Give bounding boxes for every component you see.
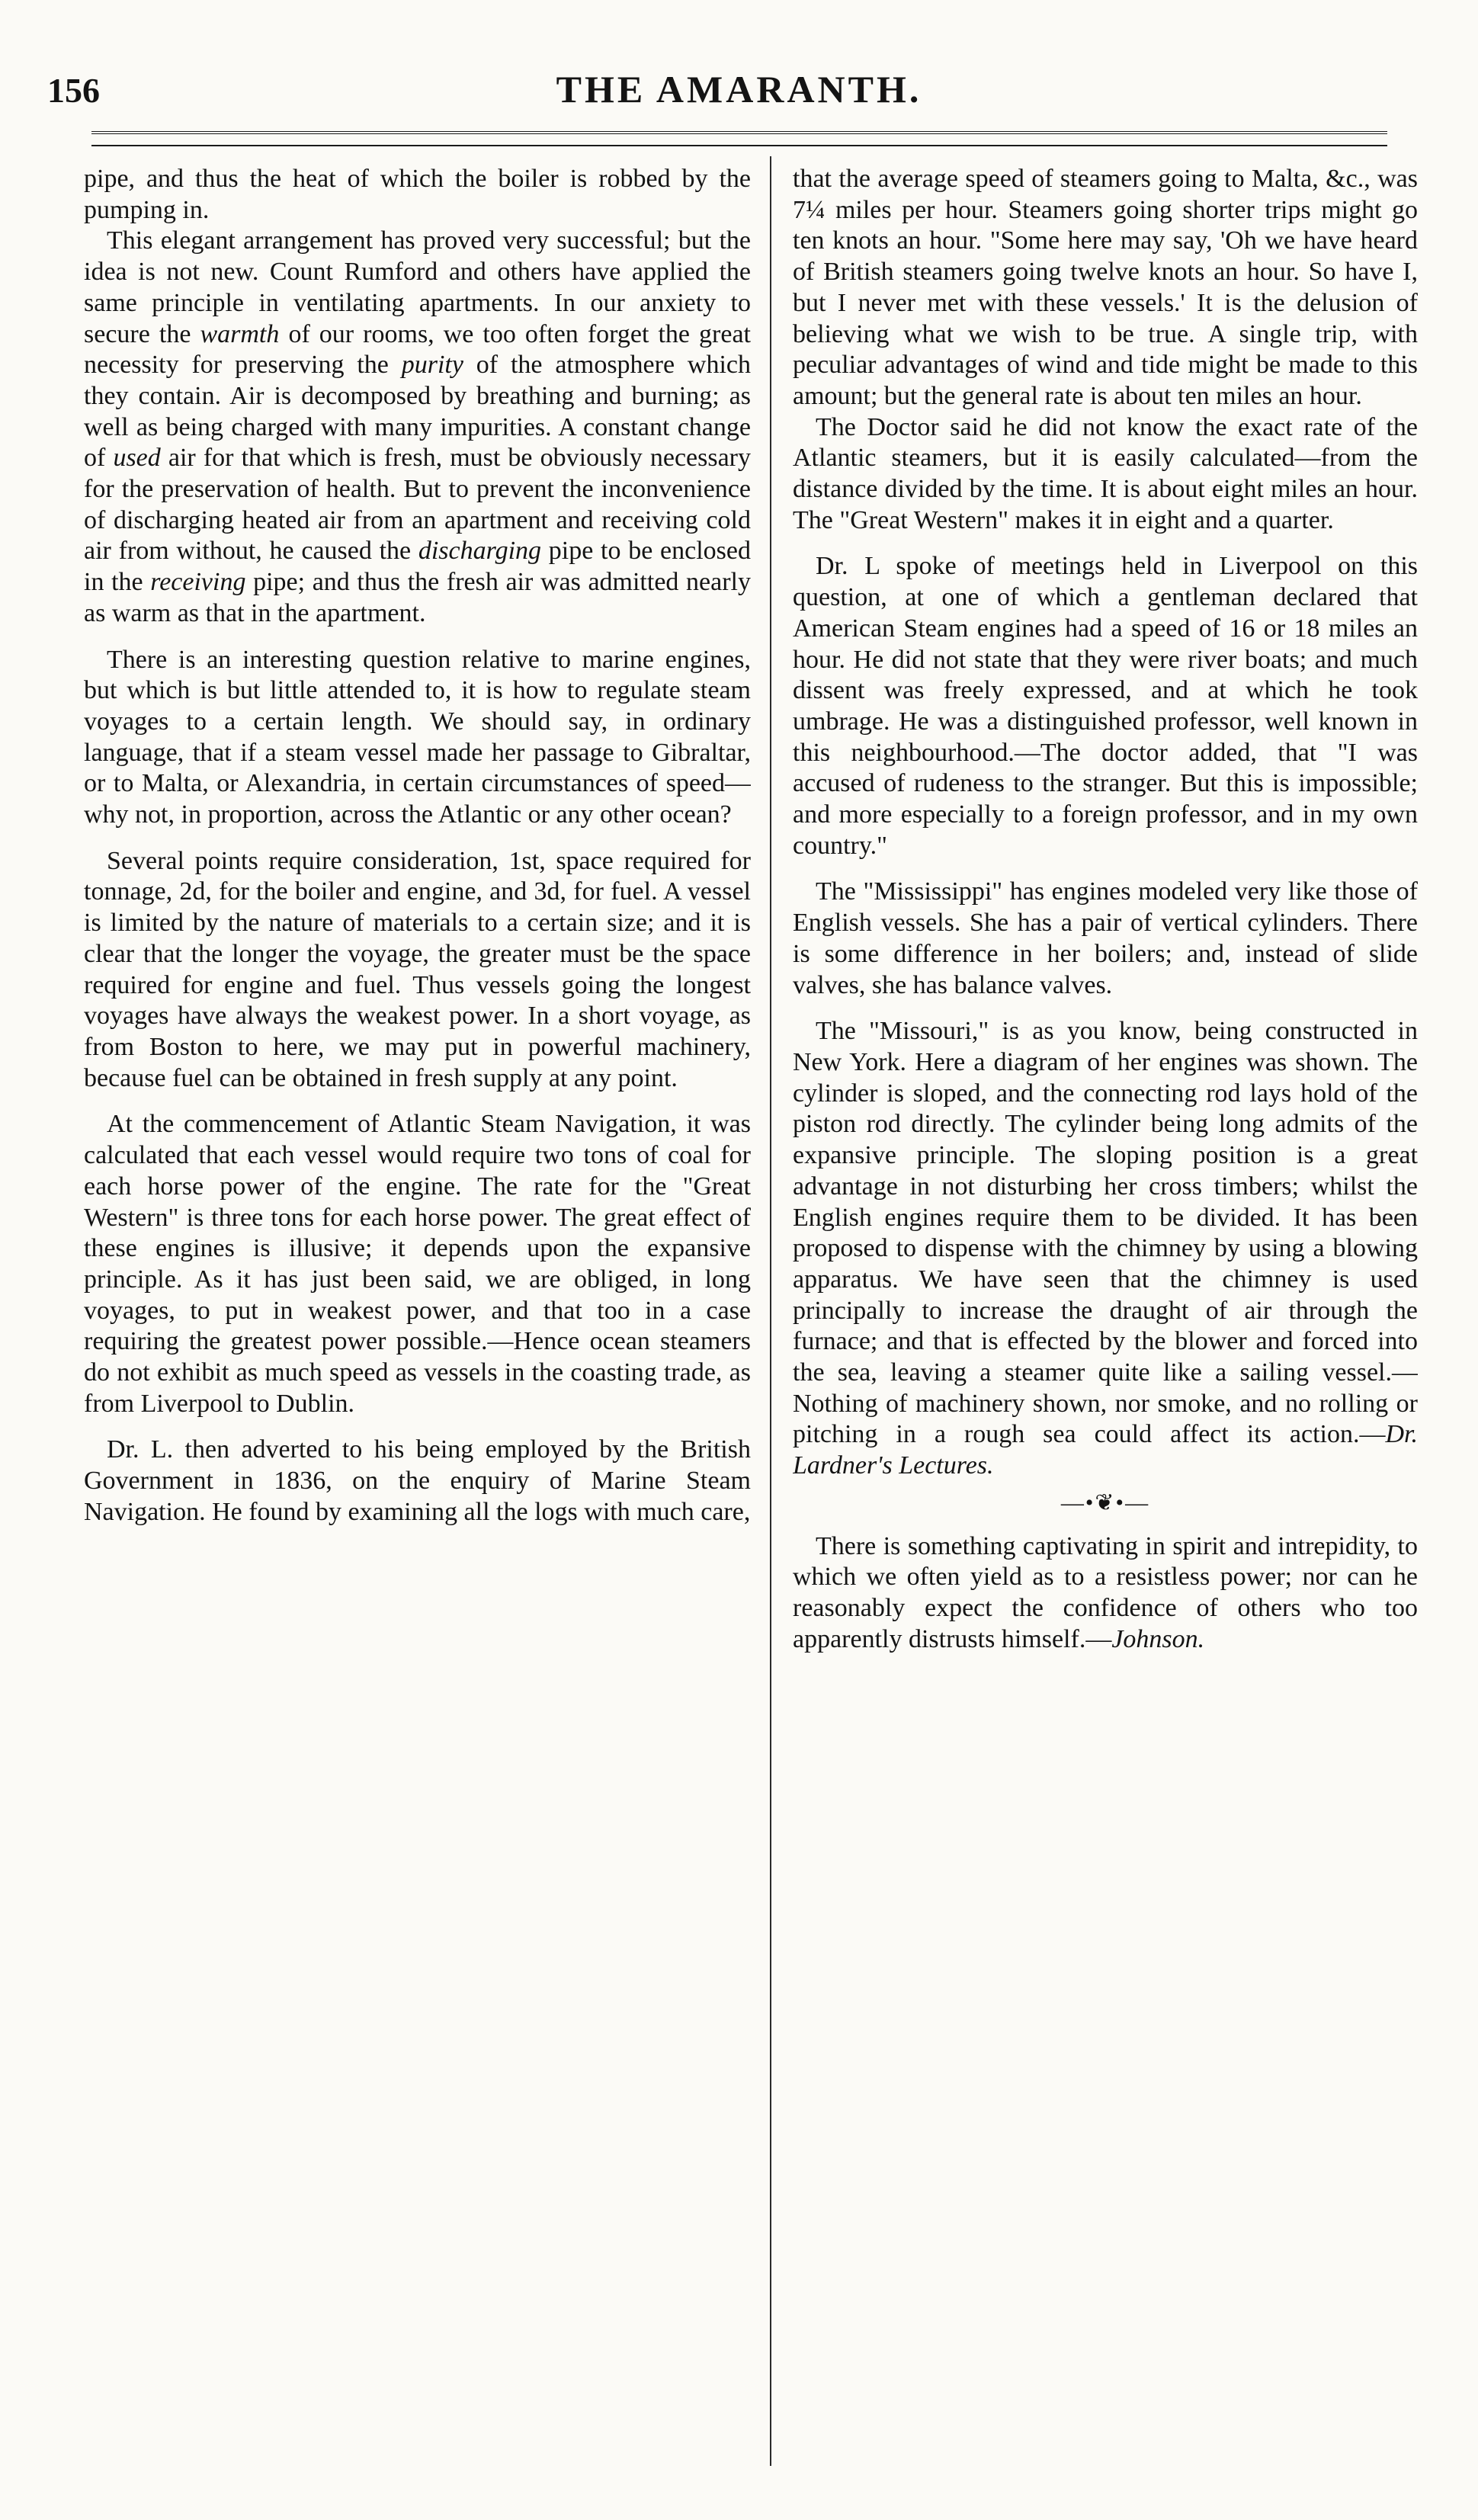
column-divider: [770, 156, 771, 2466]
paragraph: that the average speed of steamers going to Malta, &c., was 7¼ miles per hour. Steamers going shorter trips might go ten knots an hour. "Some here may say, 'Oh we have heard of British steamers going twelve knots an hour. So have I, but I never met with these vessels.' It is the delusion of believing what we wish to be true. A single trip, with peculiar advantages of wind and tide might be made to this amount; but the general rate is about ten miles an hour.: [793, 165, 1418, 410]
paragraph: pipe, and thus the heat of which the boiler is robbed by the pumping in.: [84, 165, 751, 224]
right-column: [793, 164, 1418, 2458]
paragraph: There is an interesting question relative to marine engines, but which is but little attended to, it is how to regulate steam voyages to a certain length. We should say, in ordinary language, that if a steam vessel made her passage to Gibraltar, or to Malta, or Alexandria, in certain circumstances of speed—why not, in proportion, across the Atlantic or any other ocean?: [84, 645, 751, 829]
paragraph: The Doctor said he did not know the exact rate of the Atlantic steamers, but it is easily calculated—from the distance divided by the time. It is about eight miles an hour. The "Great Western" makes it in eight and a quarter.: [793, 412, 1418, 534]
paragraph: The "Missouri," is as you know, being constructed in New York. Here a diagram of her engines was shown. The cylinder is sloped, and the connecting rod lays hold of the piston rod directly. The cylinder being long admits of the expansive principle. The sloping position is a great advantage in not disturbing her cross timbers; whilst the English engines require them to be divided. It has been proposed to dispense with the chimney by using a blowing apparatus. We have seen that the chimney is used principally to increase the draught of air through the furnace; and that is effected by the blower and forced into the sea, leaving a steamer quite like a sailing vessel.—Nothing of machinery shown, nor smoke, and no rolling or pitching in a rough sea could affect its action.—Dr. Lardner's Lectures.: [793, 1017, 1418, 1480]
running-title: THE AMARANTH.: [556, 68, 922, 111]
paragraph: Several points require consideration, 1st, space required for tonnage, 2d, for the boiler and engine, and 3d, for fuel. A vessel is limited by the nature of materials to a certain size; and it is clear that the longer the voyage, the greater must be the space required for engine and fuel. Thus vessels going the longest voyages have always the weakest power. In a short voyage, as from Boston to here, we may put in powerful machinery, because fuel can be obtained in fresh supply at any point.: [84, 846, 751, 1092]
paragraph: The "Mississippi" has engines modeled very like those of English vessels. She has a pair of vertical cylinders. There is some difference in her boilers; and, instead of slide valves, she has balance valves.: [793, 877, 1418, 999]
quote-attribution: Johnson.: [1111, 1624, 1205, 1653]
source-citation: Dr. Lardner's Lectures.: [793, 1420, 1418, 1480]
paragraph: Dr. L spoke of meetings held in Liverpool on this question, at one of which a gentleman declared that American Steam engines had a speed of 16 or 18 miles an hour. He did not state that they were river boats; and much dissent was freely expressed, and at which he took umbrage. He was a distinguished professor, well known in this neighbourhood.—The doctor added, that "I was accused of rudeness to the stranger. But this is impossible; and more especially to a foreign professor, and in my own country.": [793, 552, 1418, 860]
paragraph: Dr. L. then adverted to his being employed by the British Government in 1836, on the enquiry of Marine Steam Navigation. He found by examining all the logs with much care,: [84, 1435, 751, 1526]
quote-paragraph: There is something captivating in spirit and intrepidity, to which we often yield as to a resistless power; nor can he reasonably expect the confidence of others who too apparently distrusts himself.—Johnson.: [793, 1531, 1418, 1653]
page-number: 156: [47, 71, 100, 110]
section-ornament: —•❦•—: [1060, 1489, 1150, 1515]
paragraph: At the commencement of Atlantic Steam Navigation, it was calculated that each vessel would require two tons of coal for each horse power of the engine. The rate for the "Great Western" is three tons for each horse power. The great effect of these engines is illusive; it depends upon the expansive principle. As it has just been said, we are obliged, in long voyages, to put in weakest power, and that too in a case requiring the greatest power possible.—Hence ocean steamers do not exhibit as much speed as vessels in the coasting trade, as from Liverpool to Dublin.: [84, 1110, 751, 1418]
header-rule: [91, 131, 1387, 134]
left-column: [84, 164, 751, 2458]
page-header: [47, 47, 1431, 123]
header-rule-secondary: [91, 145, 1387, 146]
paragraph: This elegant arrangement has proved very successful; but the idea is not new. Count Rumford and others have applied the same principle in ventilating apartments. In our anxiety to secure the warmth of our rooms, we too often forget the great necessity for preserving the purity of the atmosphere which they contain. Air is decomposed by breathing and burning; as well as being charged with many impurities. A constant change of used air for that which is fresh, must be obviously necessary for the preservation of health. But to prevent the inconvenience of discharging heated air from an apartment and receiving cold air from without, he caused the discharging pipe to be enclosed in the receiving pipe; and thus the fresh air was admitted nearly as warm as that in the apartment.: [84, 226, 751, 627]
